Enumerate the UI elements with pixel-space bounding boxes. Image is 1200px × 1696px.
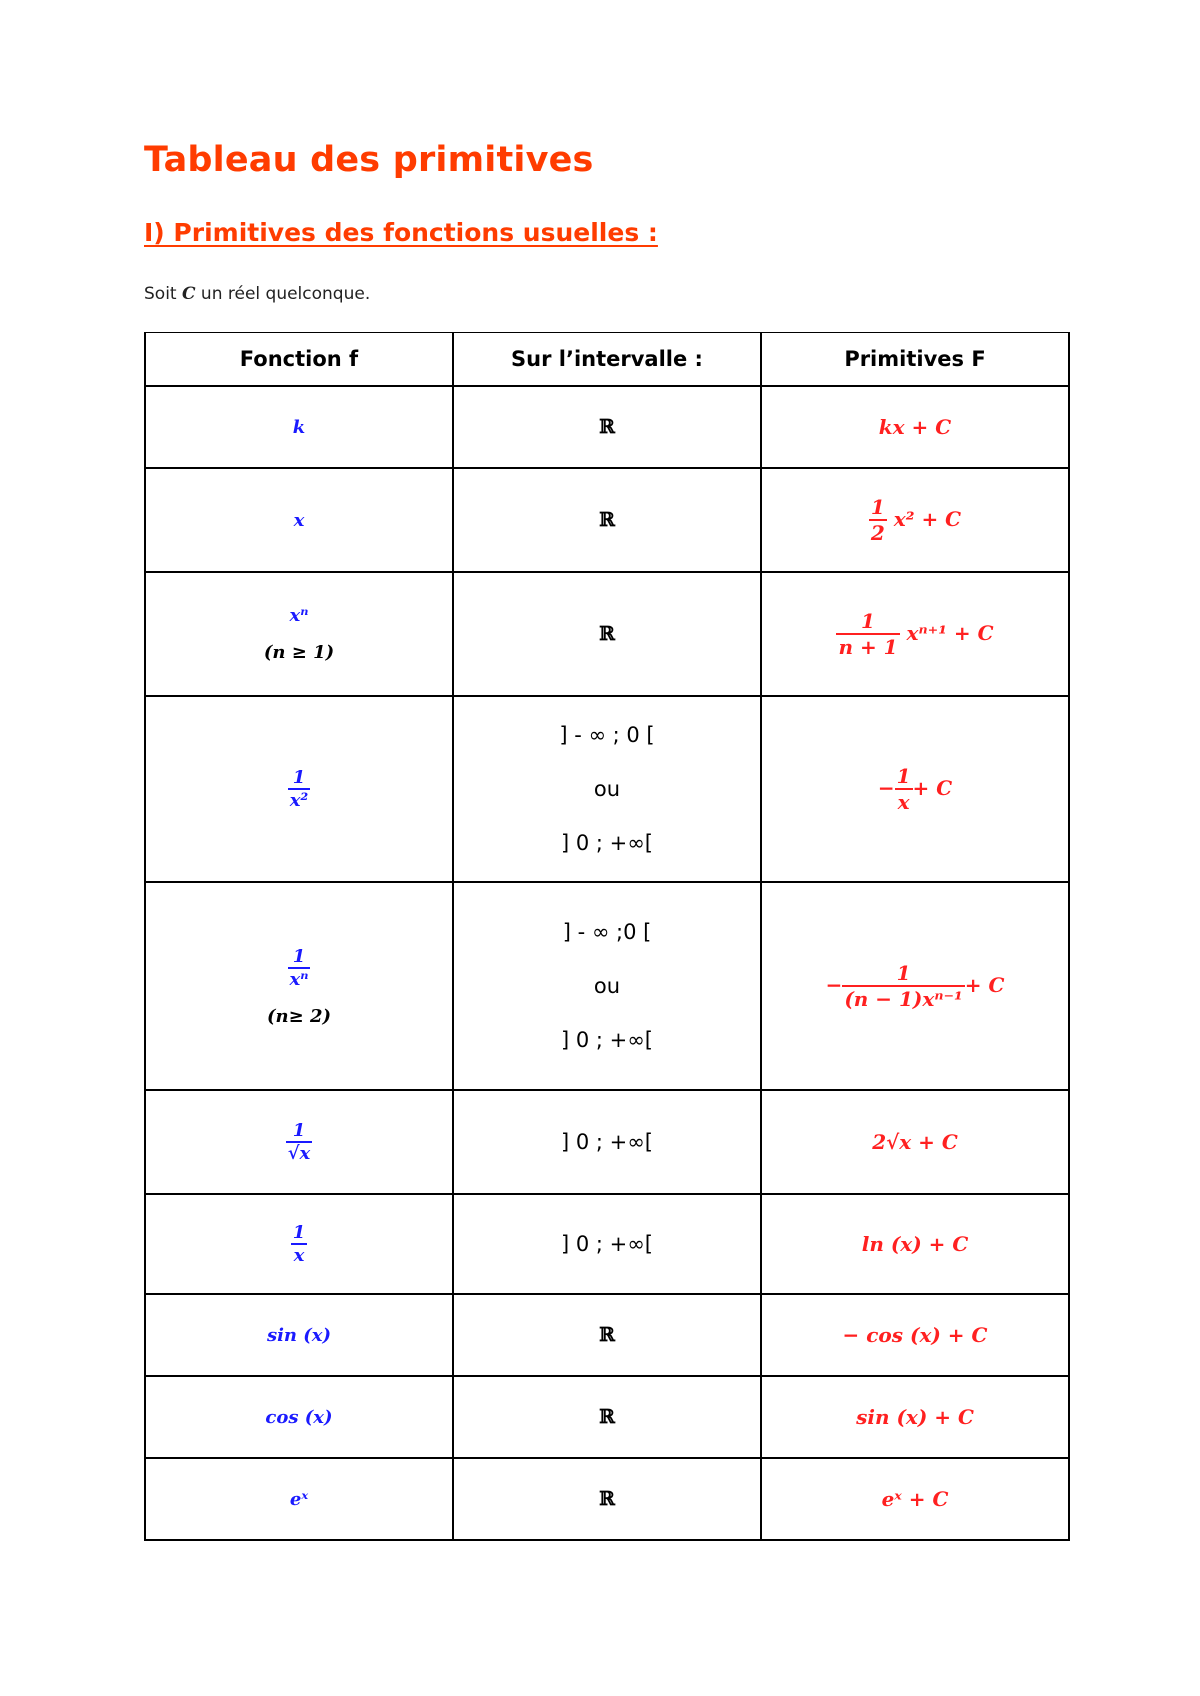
function-cell: k — [292, 416, 306, 438]
function-cell: sin (x) — [266, 1324, 332, 1346]
interval-cell: ℝ — [599, 1324, 615, 1346]
interval-a: ] - ∞ ;0 [ — [562, 920, 652, 944]
primitive-cell: − cos (x) + C — [842, 1323, 988, 1347]
primitive-rest: x² + C — [893, 506, 962, 531]
table-row — [145, 386, 1069, 468]
header-interval: Sur l’intervalle : — [453, 333, 761, 387]
interval-b: ] 0 ; +∞[ — [561, 831, 653, 855]
function-cell — [146, 605, 452, 663]
interval-cell: ℝ — [599, 509, 615, 531]
primitive-numerator: 1 — [870, 495, 885, 519]
function-numerator: 1 — [292, 1120, 306, 1141]
primitive-cell: 2√x + C — [872, 1130, 958, 1154]
function-cell — [288, 767, 311, 811]
primitive-cell: eˣ + C — [881, 1487, 949, 1511]
table-row — [145, 1090, 1069, 1194]
primitives-table — [144, 332, 1070, 1541]
function-expr: xⁿ — [289, 605, 309, 626]
table-row — [145, 1294, 1069, 1376]
interval-cell — [454, 905, 760, 1067]
table-row — [145, 572, 1069, 696]
function-denominator: x — [291, 1243, 308, 1266]
function-numerator: 1 — [292, 945, 306, 967]
interval-a: ] - ∞ ; 0 [ — [559, 723, 655, 747]
table-row — [145, 1194, 1069, 1294]
interval-or: ou — [593, 777, 621, 801]
section-heading: I) Primitives des fonctions usuelles : — [144, 218, 658, 247]
header-primitive: Primitives F — [761, 333, 1069, 387]
interval-cell — [454, 708, 760, 870]
table-row — [145, 1376, 1069, 1458]
table-row — [145, 468, 1069, 572]
intro-text — [144, 284, 370, 304]
function-numerator: 1 — [292, 1222, 306, 1243]
primitive-cell — [869, 495, 962, 545]
table-row — [145, 882, 1069, 1090]
interval-cell: ℝ — [599, 1488, 615, 1510]
primitive-cell: kx + C — [878, 415, 952, 439]
primitive-denominator: n + 1 — [838, 635, 898, 659]
interval-cell: ℝ — [599, 1406, 615, 1428]
primitive-numerator: 1 — [861, 609, 875, 633]
table-row — [145, 1458, 1069, 1540]
primitive-rest: xⁿ⁺¹ + C — [906, 620, 994, 645]
primitive-numerator: 1 — [896, 764, 911, 788]
intro-symbol: C — [181, 284, 196, 304]
function-cell: cos (x) — [265, 1406, 333, 1428]
primitive-cell — [825, 961, 1005, 1011]
primitive-denominator: 2 — [870, 521, 885, 545]
header-function: Fonction f — [145, 333, 453, 387]
primitive-rest: + C — [912, 775, 953, 800]
function-denominator: √x — [287, 1143, 311, 1164]
function-numerator: 1 — [292, 767, 306, 788]
interval-b: ] 0 ; +∞[ — [561, 1028, 653, 1052]
primitive-prefix: − — [877, 775, 895, 800]
intro-before: Soit — [144, 284, 182, 304]
function-cell: x — [293, 509, 305, 531]
interval-cell: ℝ — [599, 623, 615, 645]
function-cell — [291, 1222, 308, 1266]
primitive-rest: + C — [964, 972, 1005, 997]
function-condition: (n≥ 2) — [267, 1005, 331, 1027]
primitive-prefix: − — [825, 972, 843, 997]
function-cell: eˣ — [289, 1488, 309, 1510]
function-cell — [286, 1120, 313, 1164]
intro-after: un réel quelconque. — [195, 284, 371, 304]
primitive-cell: ln (x) + C — [861, 1232, 969, 1256]
function-cell — [146, 945, 452, 1027]
table-row — [145, 696, 1069, 882]
interval-cell: ℝ — [599, 416, 615, 438]
primitive-denominator: (n − 1)xⁿ⁻¹ — [844, 987, 963, 1011]
table-header-row — [145, 333, 1069, 387]
function-condition: (n ≥ 1) — [263, 642, 335, 663]
primitive-cell — [877, 764, 953, 814]
primitive-cell — [836, 609, 994, 659]
page-title: Tableau des primitives — [144, 140, 594, 180]
function-denominator: x² — [289, 790, 309, 811]
function-denominator: xⁿ — [289, 968, 309, 990]
interval-or: ou — [593, 974, 621, 998]
interval-cell: ] 0 ; +∞[ — [561, 1232, 653, 1256]
primitive-cell: sin (x) + C — [856, 1405, 974, 1429]
primitive-numerator: 1 — [896, 961, 911, 985]
primitive-denominator: x — [895, 788, 913, 814]
interval-cell: ] 0 ; +∞[ — [561, 1130, 653, 1154]
